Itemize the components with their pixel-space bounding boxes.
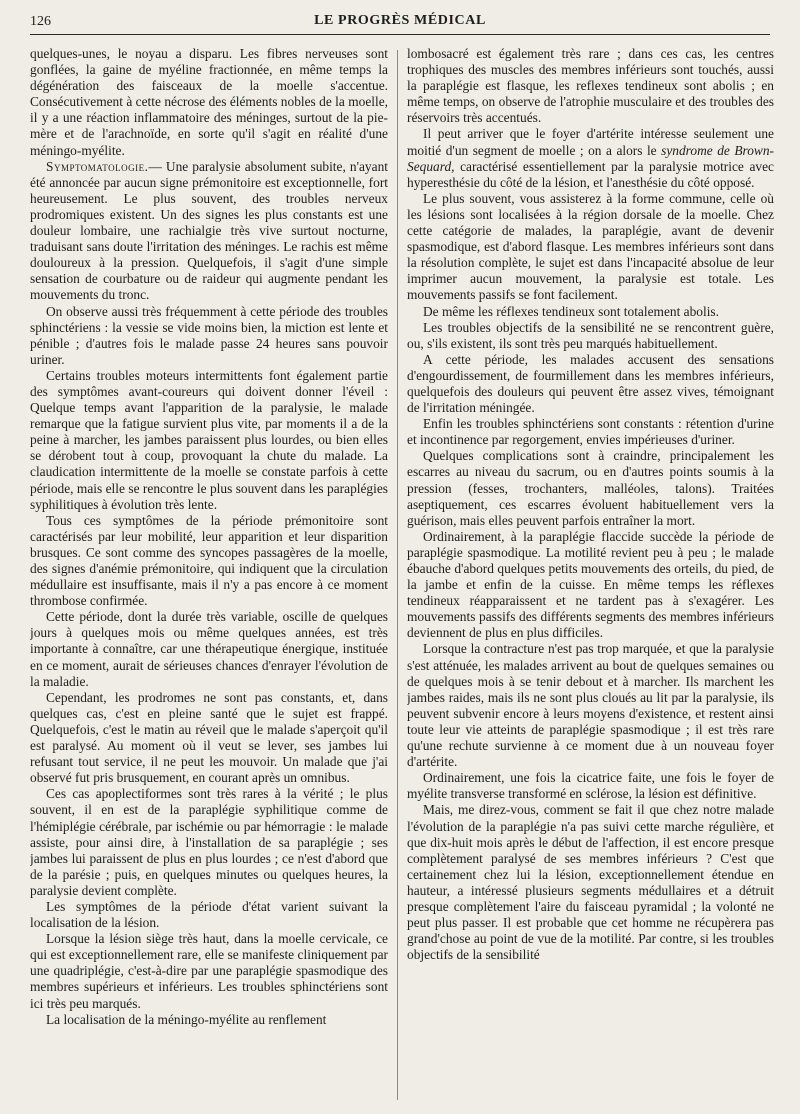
paragraph: Mais, me direz-vous, comment se fait il que chez notre malade l'évolution de la paraplégie n'a pas suivi cette marche régulière, et que dix-huit mois après le début de l'affection, il est encore presque complètement paralysé de ses membres inférieurs ? C'est que certainement chez lui la lésion, exceptionnellement étendue en hauteur, a intéressé plusieurs segments médullaires et a détruit presque complètement l'aire du faisceau pyramidal ; la volonté ne peut plus passer. Il est probable que cet homme ne récupèrera pas grand'chose au point de vue de la motilité. Par contre, si les troubles objectifs de la sensibilité [407,802,774,963]
paragraph-text: Il peut arriver que le foyer d'artérite intéresse seulement une moitié d'un segment de moelle ; on a alors le [407,126,774,158]
paragraph: Ordinairement, une fois la cicatrice faite, une fois le foyer de myélite transverse transformé en sclérose, la lésion est définitive. [407,770,774,802]
paragraph-text: caractérisé essentiellement par la paralysie motrice avec hyperesthésie du côté de la lésion, et l'anesthésie du côté opposé. [407,158,774,190]
paragraph: Certains troubles moteurs intermittents font également partie des symptômes avant-coureurs qui doivent donner l'éveil : Quelque temps avant l'apparition de la paralysie, le malade remarque que la fatigue survient plus vite, par moments il a de la peine à marcher, les jambes paraissent plus lourdes, ou bien elles se dérobent tout à coup, provoquant la chute du malade. La claudication intermittente de la moelle se constate parfois à cette période, mais elle se rencontre le plus souvent dans les paraplégies syphilitiques à évolution très lente. [30,367,388,512]
paragraph-text: — Une paralysie absolument subite, n'ayant été annoncée par aucun signe prémonitoire est exceptionnelle, fort heureusement. Le plus souvent, des troubles nerveux prodromiques existent. Un des signes les plus constants est une douleur lombaire, une rachialgie très vive surtout nocturne, traduisant sans doute l'irritation des méninges. Le rachis est même douloureux à la pression. Quelquefois, il s'agit d'une simple sensation de courbature ou de raideur qui augmente pendant les mouvements du tronc. [30,158,388,303]
paragraph: Le plus souvent, vous assisterez à la forme commune, celle où les lésions sont localisées à la région dorsale de la moelle. Chez cette catégorie de malades, la paraplégie, avant de devenir spasmodique, est d'abord flasque. Les membres inférieurs sont dans la résolution complète, le sujet est dans l'incapacité absolue de leur imprimer aucun mouvement, la paralysie est totale. Les mouvements passifs se font facilement. [407,190,774,303]
paragraph: Enfin les troubles sphinctériens sont constants : rétention d'urine et incontinence par regorgement, envies impérieuses d'uriner. [407,416,774,448]
right-column [407,46,774,1106]
syndrome-name: syndrome de Brown-Sequard, [407,142,774,174]
paragraph: Cependant, les prodromes ne sont pas constants, et, dans quelques cas, c'est en pleine santé que le sujet est frappé. Quelquefois, c'est le matin au réveil que le malade s'aperçoit qu'il est paralysé. Au moment où il veut se lever, ses jambes lui refusant tout service, il ne peut les mouvoir. Un malade que j'ai observé fut pris brusquement, en courant après un omnibus. [30,689,388,786]
paragraph: De même les réflexes tendineux sont totalement abolis. [423,303,719,319]
running-title: LE PROGRÈS MÉDICAL [314,13,486,28]
paragraph: Cette période, dont la durée très variable, oscille de quelques jours à quelques mois ou même quelques années, est très importante à connaître, car une thérapeutique énergique, instituée en ce moment, aurait de sérieuses chances d'enrayer l'évolution de la maladie. [30,609,388,689]
page-header [30,12,770,35]
paragraph: Lorsque la contracture n'est pas trop marquée, et que la paralysie s'est atténuée, les malades arrivent au bout de quelques semaines ou de quelques mois à se tenir debout et à marcher. Ils marchent les jambes raides, mais ils ne sont plus cloués au lit par la paralysie, ils peuvent subvenir encore à leurs moyens d'existence, et restent ainsi toute leur vie atteints de paraplégie spasmodique ; il est très rare qu'une rechute survienne à ce moment due à un nouveau foyer d'artérite. [407,641,774,770]
paragraph: Les troubles objectifs de la sensibilité ne se rencontrent guère, ou, s'ils existent, ils sont très peu marqués habituellement. [407,319,774,351]
paragraph: On observe aussi très fréquemment à cette période des troubles sphinctériens : la vessie se vide moins bien, la miction est lente et pénible ; d'autres fois le malade passe 24 heures sans pouvoir uriner. [30,303,388,367]
paragraph: quelques-unes, le noyau a disparu. Les fibres nerveuses sont gonflées, la gaine de myéline fractionnée, en même temps la dégénération des faisceaux de la moelle s'accentue. Consécutivement à cette nécrose des éléments nobles de la moelle, il y a une réaction inflammatoire des méninges, surtout de la pie-mère et de l'arachnoïde, en sorte qu'il s'agit en réalité d'une méningo-myélite. [30,46,388,158]
paragraph: Ces cas apoplectiformes sont très rares à la vérité ; le plus souvent, il en est de la paraplégie syphilitique comme de l'hémiplégie cérébrale, par ischémie ou par hémorragie : le malade assiste, pour ainsi dire, à l'installation de sa paraplégie ; ses jambes lui paraissent de plus en plus lourdes ; ce n'est d'abord que de la parésie ; puis, en quelques minutes ou quelques heures, la paralysie devient complète. [30,786,388,898]
paragraph-brown-sequard [407,126,774,190]
paragraph: Quelques complications sont à craindre, principalement les escarres au niveau du sacrum, ou en d'autres points soumis à la pression (fesses, trochanters, malléoles, talons). Traitées aseptiquement, ces escarres évoluent habituellement vers la guérison, mais elles peuvent parfois entraîner la mort. [407,448,774,528]
paragraph: Lorsque la lésion siège très haut, dans la moelle cervicale, ce qui est exceptionnellement rare, elle se manifeste cliniquement par une quadriplégie, c'est-à-dire par une paraplégie spasmodique des membres supérieurs et inférieurs. Les troubles sphinctériens sont ici très peu marqués. [30,931,388,1011]
paragraph: Ordinairement, à la paraplégie flaccide succède la période de paraplégie spasmodique. La motilité revient peu à peu ; le malade ébauche d'abord quelques petits mouvements des orteils, du pied, de la jambe et enfin de la cuisse. En même temps les réflexes tendineux réapparaissent et ne tardent pas à s'exagérer. Les mouvements passifs des différents segments des membres inférieurs deviennent de plus en plus difficiles. [407,528,774,641]
paragraph: La localisation de la méningo-myélite au renflement [46,1011,327,1027]
section-heading: Symptomatologie. [46,158,149,174]
paragraph: Tous ces symptômes de la période prémonitoire sont caractérisés par leur mobilité, leur apparition et leur disparition brusques. Ce sont comme des syncopes passagères de la moelle, des signes d'anémie prémonitoire, qui indiquent que la circulation médullaire est insuffisante, mais il n'y a pas encore à ce moment thrombose confirmée. [30,512,388,609]
left-column [30,46,388,1106]
paragraph: lombosacré est également très rare ; dans ces cas, les centres trophiques des muscles des membres inférieurs sont touchés, aussi la paraplégie est flasque, les reflexes tendineux sont abolis ; en même temps, on observe de l'atrophie musculaire et des troubles des réservoirs très accentués. [407,46,774,126]
column-divider [397,50,398,1100]
page-number: 126 [30,14,51,29]
paragraph: Les symptômes de la période d'état varient suivant la localisation de la lésion. [30,898,388,931]
paragraph: A cette période, les malades accusent des sensations d'engourdissement, de fourmillement dans les membres inférieurs, quelquefois des douleurs qui peuvent être assez vives, témoignant de l'irritation méningée. [407,351,774,416]
paragraph-symptomatologie [30,159,388,304]
